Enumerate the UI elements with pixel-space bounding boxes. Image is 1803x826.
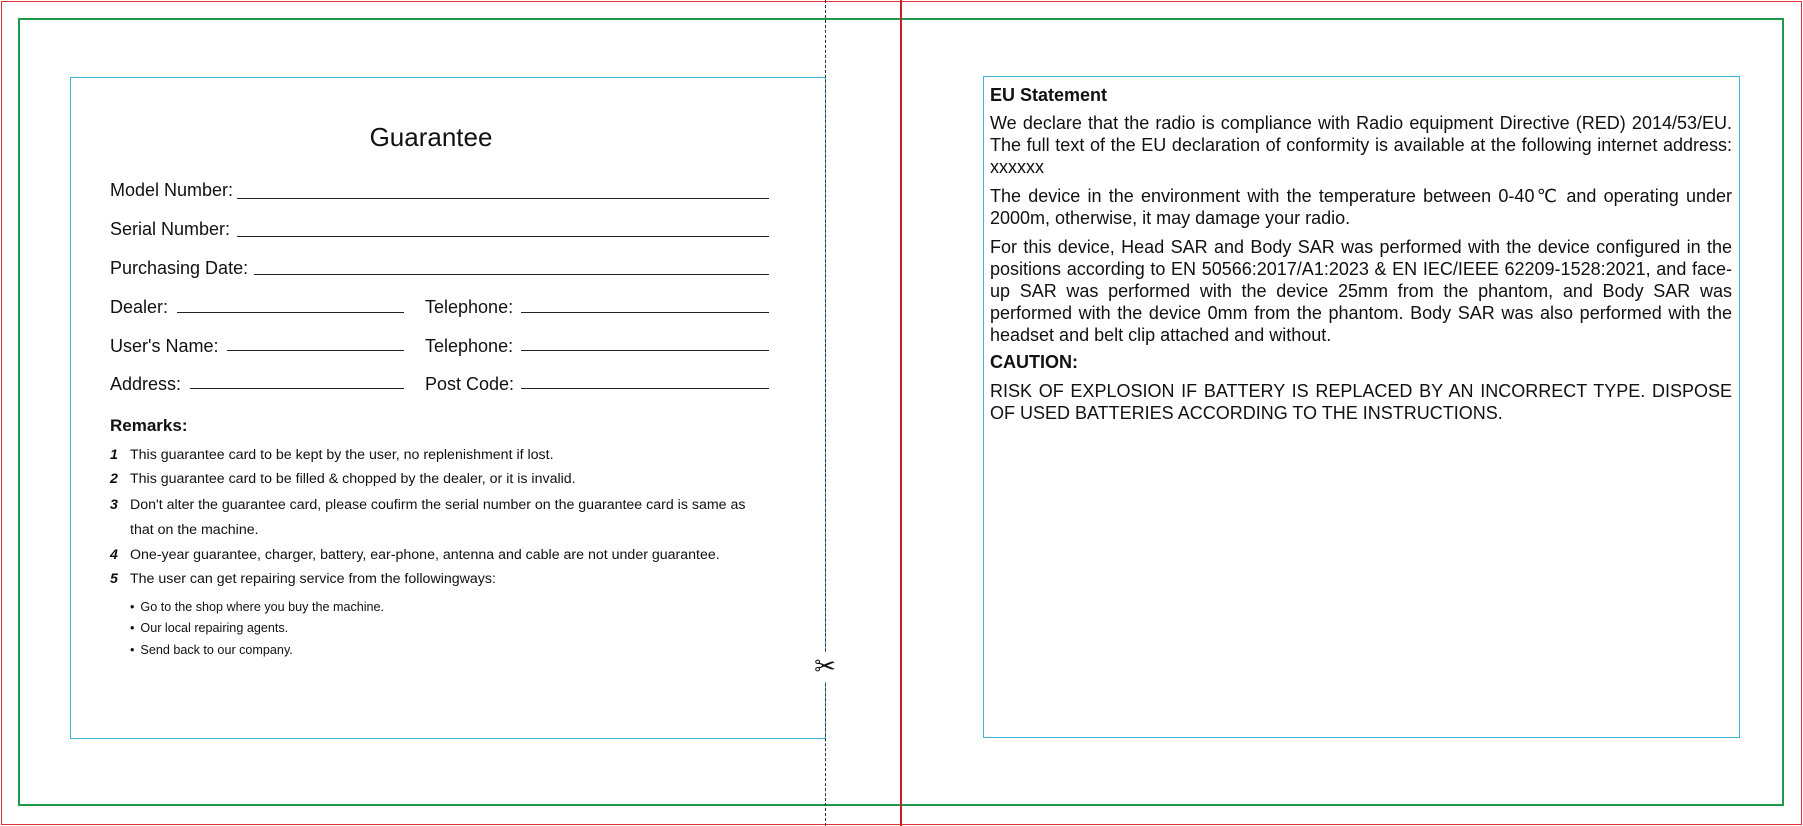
dealer-telephone-field[interactable]	[521, 312, 769, 313]
model-number-field[interactable]	[237, 198, 769, 199]
caution-title: CAUTION:	[990, 352, 1078, 372]
purchasing-date-label: Purchasing Date:	[110, 258, 249, 278]
post-code-field[interactable]	[521, 388, 769, 389]
serial-number-label: Serial Number:	[110, 219, 231, 239]
caution-text: RISK OF EXPLOSION IF BATTERY IS REPLACED BY AN INCORRECT TYPE. DISPOSE OF USED BATTERIES ACCORDING TO THE INSTRUCTIONS.	[990, 381, 1732, 423]
users-name-field[interactable]	[227, 350, 404, 351]
cut-line	[825, 0, 826, 826]
remark-item	[110, 493, 770, 543]
dealer-label: Dealer:	[110, 297, 169, 317]
page-fold-line	[900, 0, 902, 826]
address-field[interactable]	[190, 388, 404, 389]
remark-number: 2	[110, 471, 118, 487]
serial-number-field[interactable]	[237, 236, 769, 237]
guarantee-title: Guarantee	[369, 122, 493, 152]
service-option-item: • Send back to our company.	[130, 643, 293, 657]
remark-number: 5	[110, 571, 118, 587]
scissors-icon: ✂	[814, 652, 836, 682]
eu-temperature-paragraph: The device in the environment with the temperature between 0-40℃ and operating under 2000m, otherwise, it may damage your radio.	[990, 186, 1732, 228]
remark-number: 4	[110, 547, 118, 563]
remark-number: 3	[110, 497, 118, 513]
address-label: Address:	[110, 374, 182, 394]
eu-statement-title: EU Statement	[990, 85, 1108, 105]
users-name-label: User's Name:	[110, 336, 219, 356]
dealer-telephone-label: Telephone:	[425, 297, 514, 317]
remark-text: This guarantee card to be filled & chopped by the dealer, or it is invalid.	[130, 471, 576, 487]
remark-text: One-year guarantee, charger, battery, ear-phone, antenna and cable are not under guarantee.	[130, 547, 720, 563]
remark-item	[110, 467, 770, 492]
service-option-item: • Go to the shop where you buy the machine.	[130, 600, 384, 614]
guarantee-card	[70, 77, 826, 739]
dealer-field[interactable]	[177, 312, 404, 313]
user-telephone-label: Telephone:	[425, 336, 514, 356]
model-number-label: Model Number:	[110, 180, 234, 200]
remark-item	[110, 543, 770, 568]
remark-number: 1	[110, 447, 118, 463]
remark-text: The user can get repairing service from the followingways:	[130, 571, 496, 587]
remark-text: This guarantee card to be kept by the user, no replenishment if lost.	[130, 447, 554, 463]
eu-declaration-paragraph: We declare that the radio is compliance with Radio equipment Directive (RED) 2014/53/EU. The full text of the EU declaration of conformity is available at the following internet address: xxxxxx	[990, 113, 1732, 177]
remark-text: Don't alter the guarantee card, please coufirm the serial number on the guarantee card is same as that on the machine.	[130, 497, 746, 538]
user-telephone-field[interactable]	[521, 350, 769, 351]
service-option-item: • Our local repairing agents.	[130, 621, 288, 635]
remark-item	[110, 567, 770, 592]
eu-sar-paragraph: For this device, Head SAR and Body SAR was performed with the device configured in the positions according to EN 50566:2017/A1:2023 & EN IEC/IEEE 62209-1528:2021, and face-up SAR was performed with the device 25mm from the phantom, and Body SAR was performed with the device 0mm from the phantom. Body SAR was also performed with the headset and belt clip attached and without.	[990, 237, 1732, 345]
remarks-title: Remarks:	[110, 416, 188, 435]
post-code-label: Post Code:	[425, 374, 515, 394]
purchasing-date-field[interactable]	[254, 274, 769, 275]
remark-item	[110, 443, 770, 468]
